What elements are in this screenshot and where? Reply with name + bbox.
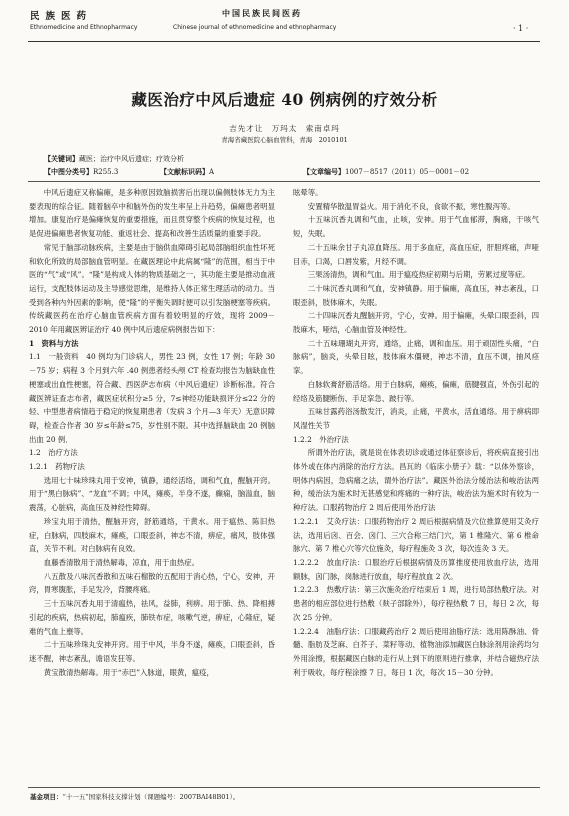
- body-paragraph: 选用七十味珍珠丸用于安神，镇静，通经活络，调和气血，醒脑开窍。用于“黑白脉病”、“龙血”不调；中风，瘫痪，半身不遂，癫痫，脑溢血，脑震荡，心脏病，高血压及神经性障碍。: [29, 475, 275, 513]
- clc-value: R255.3: [93, 168, 119, 176]
- journal-name-center-en: Chinese journal of ethnomedicine and ethnopharmacy: [173, 24, 337, 31]
- body-paragraph: 1.2.2.3 热敷疗法：第三次施灸治疗结束后 1 周，进行局部热敷疗法。对患者的相应部位进行热敷（麸子部除外），每疗程热敷 7 日，每日 2 次，每次 25 分钟。: [293, 585, 539, 622]
- body-paragraph: 1.2.2.4 油脂疗法：口服藏药治疗 2 周后使用油脂疗法：选用陈酥油、骨髓、脂肪及芝麻、白芥子、菜籽等动、植物油添加藏医白脉涂剂用涂药均匀外用涂擦，根据藏医白脉的走行从上到下的原则进行推拿，并结合磁热疗法利于吸收，每疗程涂擦 7 日，每日 1 次，每次 15－30 分钟。: [293, 626, 539, 677]
- doc-code-value: A: [209, 168, 215, 176]
- keywords-value: 藏医；治疗中风后遗症；疗效分析: [79, 155, 184, 163]
- body-paragraph: 二十味沉香丸调和气血，安神镇静。用于偏瘫，高血压，神志紊乱，口眼歪斜，肢体麻木，失眠。: [293, 283, 539, 307]
- journal-name-center: 中国民族民间医药: [222, 8, 302, 18]
- body-paragraph: 中风后遗症又称偏瘫，是多种原因致脑损害后出现以偏侧肢体无力为主要表现的综合征。随着脑卒中和脑外伤的发生率呈上升趋势，偏瘫患者明显增加。康复治疗是偏瘫恢复的重要措施，而且贯穿整个疾病的恢复过程，也是促进偏瘫患者恢复功能、重返社会、提高和改善生活质量的重要手段。: [29, 188, 275, 239]
- journal-name-left-en: Ethnomedicine and Ethnopharmacy: [30, 24, 138, 31]
- page-number: · 1 ·: [513, 24, 529, 33]
- body-paragraph: 1.2.2 外治疗法: [293, 434, 349, 444]
- fund-footnote: [30, 792, 239, 801]
- article-affiliation: 青海省藏医院心脑血管科，青海 2010101: [221, 136, 348, 144]
- article-no-label: 【文章编号】: [303, 167, 345, 176]
- body-paragraph: 二十五味珊瑚丸开窍，通络，止痛，调和血压。用于顽固性头痛，“白脉病”，脑炎，头晕目眩，肢体麻木僵硬，神志不清，血压不调，抽风痉挛。: [293, 338, 539, 376]
- meta-divider: [28, 181, 540, 182]
- body-paragraph: 二十五味余甘子丸凉血降压。用于多血症，高血压症，肝胆疼痛，声哑目赤，口渴，口唇发紫，月经不调。: [293, 242, 539, 266]
- body-paragraph: 八五散及八味沉香散和五味石榴散的五配用于消心热，宁心，安神，开窍，胃寒腹胀，手足发冷，背腰疼痛。: [29, 571, 275, 595]
- body-column-right: [293, 186, 539, 679]
- clc-line: [44, 166, 118, 178]
- body-paragraph: 1.2 治疗方法: [29, 448, 78, 458]
- article-no-value: 1007－8517（2011）05－0001－02: [345, 168, 470, 176]
- body-column-left: [29, 186, 275, 679]
- body-paragraph: 三果汤清热，调和气血。用于瘟疫热症初期与后期，劳累过度等症。: [307, 270, 530, 280]
- doc-code-label: 【文献标识码】: [160, 167, 209, 176]
- clc-label: 【中图分类号】: [44, 167, 93, 176]
- body-paragraph: 黄宝散清热解毒。用于“赤巴”入脉道，眼黄，瘟疫，: [43, 667, 214, 677]
- article-authors: 吉先才让 万玛太 索南卓玛: [229, 124, 340, 133]
- doc-code-line: [160, 166, 214, 178]
- article-no-line: [303, 166, 469, 178]
- body-paragraph: 十五味沉香丸调和气血，止咳，安神。用于气血郁滞，胸痛，干咳气短，失眠。: [293, 215, 539, 239]
- body-paragraph: 1.2.2.2 放血疗法：口服治疗后根据病情及历算推度使用放血疗法，选用额脉，囟门脉，岗脉进行放血，每疗程放血 2 次。: [293, 557, 539, 581]
- body-paragraph: 1.2.2.1 艾灸疗法：口服药物治疗 2 周后根据病情及穴位推算使用艾灸疗法，选用后囟、百会、囟门、三穴合称三结门穴，第 1 椎隆穴、第 6 椎命脉穴、第 7 椎心穴等穴位施灸，每疗程施灸 3 次，每次连灸 3 天。: [293, 516, 539, 554]
- body-paragraph: 五味甘露药浴汤散发汗，消炎，止痛，平黄水，活血通络。用于痹病即风湿性关节: [293, 407, 539, 430]
- fund-text: “十一五”国家科技支撑计划（课题编号：2007BAI48B01）。: [62, 793, 240, 801]
- keywords-label: 【关键词】: [44, 154, 79, 163]
- section-heading: 1 资料与方法: [29, 338, 79, 348]
- fund-label: 基金项目：: [30, 793, 63, 801]
- body-paragraph: 常见于脑部动脉疾病，主要是由于脑供血障碍引起局部脑组织血性坏死和软化所致的局部脑血管明显。在藏医理论中此病属“隆”的范围，相当于中医的“气”或“风”。“隆”是构成人体的物质基础之一，其功能主要是推动血液运行，支配肢体运动及主导感觉思维，是维持人体正常生理活动的动力。当受到各种内外因素的影响，使“隆”的平衡失调时便可以引发脑梗塞等疾病。传统藏医药在治疗心脑血管疾病方面有着较明显的疗效，现将 2009－2010 年用藏医辨证治疗 40 例中风后遗症病例报告如下：: [29, 242, 275, 335]
- body-paragraph: 二十四味沉香丸醒脑开窍，宁心，安神。用于偏瘫，头晕口眼歪斜，四肢麻木，哑结，心脑血管及神经性。: [293, 311, 539, 335]
- body-paragraph: 安置精华散温胃益火。用于消化不良，食欲不振，寒性腹泻等。: [307, 201, 515, 211]
- body-paragraph: 二十五味珍珠丸安神开窍。用于中风，半身不遂，瘫痪，口眼歪斜，昏迷不醒，神志紊乱，谵语发狂等。: [29, 640, 275, 663]
- journal-name-left: 民族医药: [30, 11, 93, 22]
- body-paragraph: 白脉软膏舒筋活络。用于白脉病，瘫痪，偏瘫，筋腱强直，外伤引起的经络及筋腱断伤、手足挛急、跛行等。: [293, 379, 539, 403]
- body-paragraph: 所谓外治疗法，就是说在体表切诊或通过体征察诊后，将疾病直接引出体外或在体内消除的治疗方法。昌瓦的《临床小册子》载：“以体外察诊，明体内病因，急病痛之法，谓外治疗法”。藏医外治法分缓治法和峻治法两种，缓治法为施术时无甚感觉和疼痛的一种疗法，峻治法为施术时有较为一种疗法。口服药物治疗 2 周后使用外治疗法: [293, 448, 539, 513]
- keywords-line: [44, 153, 184, 165]
- body-paragraph: 三十五味沉香丸用于清瘟热，祛风，益肺，利痹。用于肺、热、降相搏引起的疾病，热病初起，肺瘟疾，肺铁布症，咳嗽气逆，痹症，心隆症，疑难的气血上壅等。: [29, 599, 275, 636]
- body-paragraph: 血藤香清散用于清热解毒，凉血，用于血热症。: [43, 557, 200, 567]
- footnote-divider: [28, 787, 540, 788]
- body-paragraph: 1.2.1 药物疗法: [29, 462, 85, 472]
- body-paragraph: 眩晕等。: [293, 188, 323, 197]
- body-paragraph: 珍宝丸用于清热，醒脑开窍，舒筋通络，干黄水。用于瘟热、陈旧热症，白脉病，四肢麻木，瘫痪，口眼歪斜，神志不清，痹症，痛风，肢体强直，关节不利。对白脉病有良效。: [29, 516, 275, 554]
- body-paragraph: 1.1 一般资料 40 例均为门诊病人，男性 23 例，女性 17 例；年龄 30－75 岁；病程 3 个月到六年 .40 例患者经头颅 CT 检查均报告为脑缺血性梗塞或出血性梗塞，符合藏、西医萨志布病（中风后遗症）诊断标准。符合藏医辨证查志布者，藏医症状积分≥5 分，7≤神经功能缺损评分≤22 分的轻、中型患者病情趋于稳定的恢复期患者（发病 3 个月—3 年天）无意识障碍，检查合作者 30 岁≤年龄≤75，岁性别不限。其中选择脑缺血 20 例脑出血 20 例．: [29, 352, 275, 444]
- article-title: 藏医治疗中风后遗症 40 例病例的疗效分析: [131, 90, 438, 109]
- header-divider: [28, 41, 540, 42]
